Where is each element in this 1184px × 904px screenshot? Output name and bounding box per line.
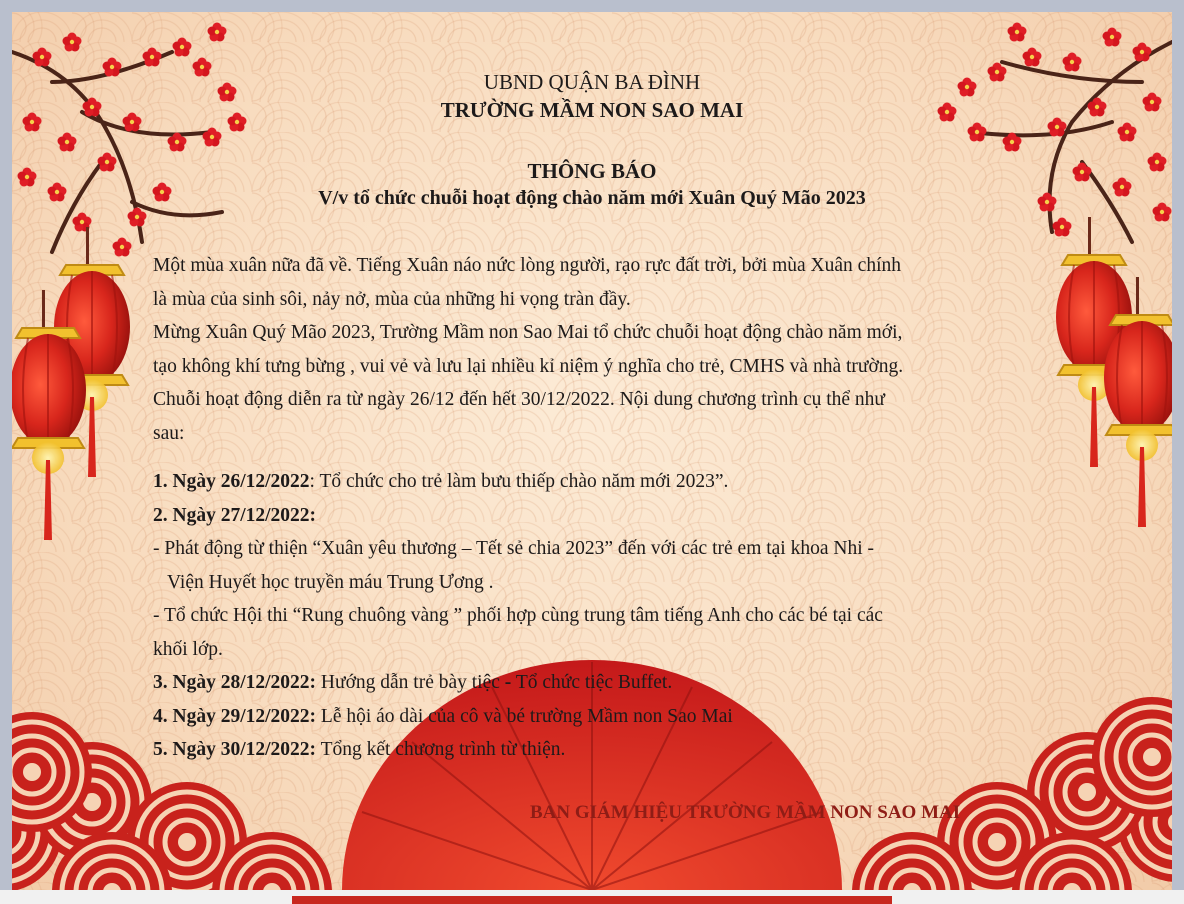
intro-line: sau: xyxy=(153,422,185,444)
notice-body xyxy=(153,249,1043,767)
school-name: TRƯỜNG MẦM NON SAO MAI xyxy=(440,98,744,122)
notice-text-layer xyxy=(12,12,1172,890)
schedule-date: 1. Ngày 26/12/2022 xyxy=(153,471,310,492)
schedule-dash: - xyxy=(504,672,512,693)
schedule-subitem: - Phát động từ thiện “Xuân yêu thương – Tết sẻ chia 2023” đến với các trẻ em tại khoa Nhi - xyxy=(153,538,874,559)
schedule-text: Tổ chức tiệc Buffet. xyxy=(511,672,673,693)
district-name: UBND QUẬN BA ĐÌNH xyxy=(483,70,701,94)
schedule-item-4 xyxy=(153,700,1043,734)
poster xyxy=(12,12,1172,890)
schedule-text: Lễ hội áo dài của cô và bé trường Mầm non Sao Mai xyxy=(316,705,733,727)
schedule-item-1 xyxy=(153,465,1043,499)
intro-line: Chuỗi hoạt động diễn ra từ ngày 26/12 đến hết 30/12/2022. Nội dung chương trình cụ thể như xyxy=(153,389,886,410)
notice-title: THÔNG BÁO xyxy=(527,159,657,183)
schedule-date: 3. Ngày 28/12/2022: xyxy=(153,672,317,693)
schedule-date: 2. Ngày 27/12/2022: xyxy=(153,504,317,526)
schedule-subitem: - Tổ chức Hội thi “Rung chuông vàng ” phối hợp cùng trung tâm tiếng Anh cho các bé tại các xyxy=(153,605,883,626)
schedule-item-3 xyxy=(153,666,1043,700)
schedule-date: 4. Ngày 29/12/2022: xyxy=(153,705,317,727)
intro-line: Mừng Xuân Quý Mão 2023, Trường Mầm non Sao Mai tổ chức chuỗi hoạt động chào năm mới, xyxy=(153,322,903,343)
intro-line: Một mùa xuân nữa đã về. Tiếng Xuân náo nức lòng người, rạo rực đất trời, bởi mùa Xuân chính xyxy=(153,255,901,276)
schedule-item-5 xyxy=(153,733,1043,767)
bottom-red-bar xyxy=(292,896,892,904)
schedule-text: Hướng dẫn trẻ bày tiệc xyxy=(316,672,505,693)
schedule-text: Tổng kết chương trình từ thiện. xyxy=(316,739,566,760)
notice-subject: V/v tổ chức chuỗi hoạt động chào năm mới Xuân Quý Mão 2023 xyxy=(318,187,866,209)
bottom-strip xyxy=(0,890,1184,904)
schedule-item-2 xyxy=(153,499,1043,533)
schedule-text: : Tổ chức cho trẻ làm bưu thiếp chào năm mới 2023”. xyxy=(309,471,729,492)
signature: BAN GIÁM HIỆU TRƯỜNG MẦM NON SAO MAI xyxy=(530,802,961,823)
intro-line: là mùa của sinh sôi, nảy nở, mùa của những hi vọng tràn đầy. xyxy=(153,288,631,310)
schedule-subitem: Viện Huyết học truyền máu Trung Ương . xyxy=(167,571,494,593)
intro-line: tạo không khí tưng bừng , vui vẻ và lưu lại nhiều kỉ niệm ý nghĩa cho trẻ, CMHS và nhà trường. xyxy=(153,355,904,377)
schedule-subitem: khối lớp. xyxy=(153,638,223,660)
schedule-date: 5. Ngày 30/12/2022: xyxy=(153,739,317,760)
